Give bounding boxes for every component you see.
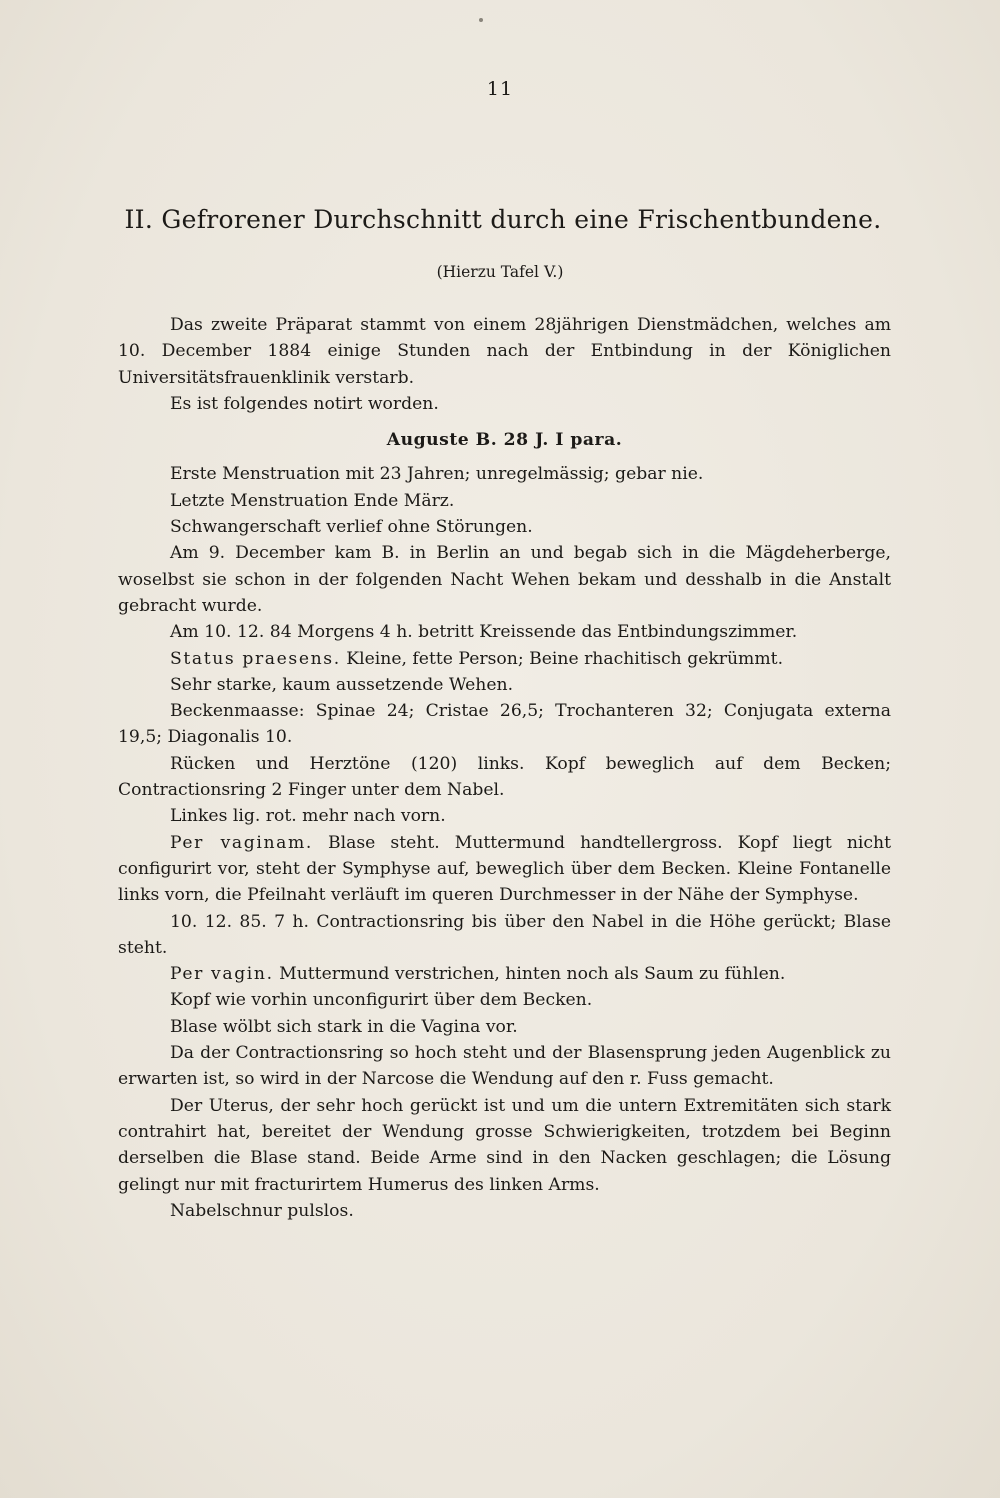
finding-3: Rücken und Herztöne (120) links. Kopf beweglich auf dem Becken; Contractionsring 2 Finger unter dem Nabel.: [118, 753, 891, 801]
page-number: 11: [486, 78, 514, 100]
later-note: 10. 12. 85. 7 h. Contractionsring bis über den Nabel in die Höhe gerückt; Blase steht.: [118, 911, 891, 958]
patient-line: Auguste B. 28 J. I para.: [386, 430, 623, 451]
paragraph-intro: Das zweite Präparat stammt von einem 28jährigen Dienstmädchen, welches am 10. December 1884 einige Stunden nach der Entbindung in der Königlichen Universitätsfrauenklinik verstarb.: [118, 315, 891, 388]
section-heading: II. Gefrorener Durchschnitt durch eine Frischentbundene.: [124, 205, 882, 234]
history-line-3: Schwangerschaft verlief ohne Störungen.: [170, 517, 533, 538]
history-line-2: Letzte Menstruation Ende März.: [170, 490, 455, 511]
status-text: Kleine, fette Person; Beine rhachitisch gekrümmt.: [346, 648, 784, 669]
closing-3: Da der Contractionsring so hoch steht und der Blasensprung jeden Augenblick zu erwarten ist, so wird in der Narcose die Wendung auf den r. Fuss gemacht.: [118, 1043, 891, 1090]
print-speck: [479, 18, 483, 22]
exam-vaginam-text: Blase steht. Muttermund handtellergross. Kopf liegt nicht configurirt vor, steht der Symphyse auf, beweglich über dem Becken. Kleine Fontanelle links vorn, die Pfeilnaht verläuft im queren Durchmesser in der Nähe der Symphyse.: [118, 832, 891, 906]
body-text: [118, 312, 891, 1224]
finding-1: Sehr starke, kaum aussetzende Wehen.: [170, 674, 514, 695]
status-paragraph: [118, 646, 891, 672]
closing-2: Blase wölbt sich stark in die Vagina vor.: [170, 1016, 518, 1037]
closing-5: Nabelschnur pulslos.: [170, 1200, 354, 1221]
finding-2: Beckenmaasse: Spinae 24; Cristae 26,5; Trochanteren 32; Conjugata externa 19,5; Diagonalis 10.: [118, 701, 891, 748]
exam-vaginam-paragraph: [118, 830, 891, 909]
closing-1: Kopf wie vorhin unconfigurirt über dem Becken.: [170, 990, 593, 1011]
history-line-1: Erste Menstruation mit 23 Jahren; unregelmässig; gebar nie.: [170, 464, 704, 485]
finding-4: Linkes lig. rot. mehr nach vorn.: [170, 806, 446, 827]
plate-reference: (Hierzu Tafel V.): [436, 263, 564, 281]
exam-vagin-text: Muttermund verstrichen, hinten noch als Saum zu fühlen.: [279, 964, 786, 985]
closing-4: Der Uterus, der sehr hoch gerückt ist und um die untern Extremitäten sich stark contrahirt hat, bereitet der Wendung grosse Schwierigkeiten, trotzdem bei Beginn derselben die Blase stand. Beide Arme sind in den Nacken geschlagen; die Lösung gelingt nur mit fracturirtem Humerus des linken Arms.: [118, 1095, 891, 1195]
paragraph-notes: Es ist folgendes notirt worden.: [170, 393, 439, 414]
exam-vagin-paragraph: [118, 961, 891, 987]
status-label: Status praesens.: [170, 648, 341, 669]
history-line-5: Am 10. 12. 84 Morgens 4 h. betritt Kreissende das Entbindungszimmer.: [170, 622, 798, 643]
exam-vagin-label: Per vagin.: [170, 964, 274, 985]
history-line-4: Am 9. December kam B. in Berlin an und begab sich in die Mägdeherberge, woselbst sie schon in der folgenden Nacht Wehen bekam und desshalb in die Anstalt gebracht wurde.: [118, 543, 891, 616]
exam-vaginam-label: Per vaginam.: [170, 832, 313, 853]
